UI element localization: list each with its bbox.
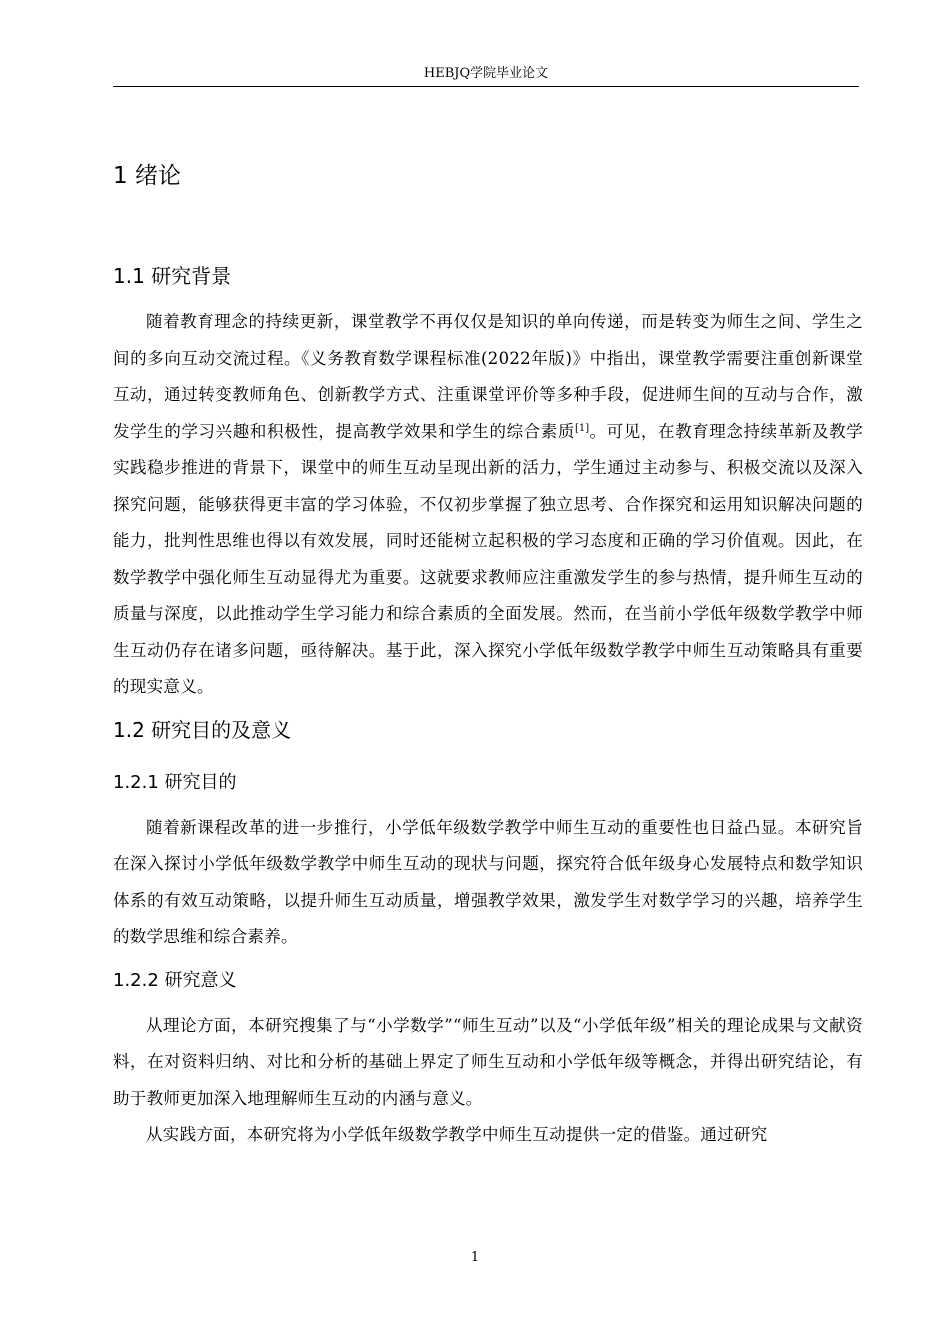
running-header: HEBJQ学院毕业论文	[423, 66, 549, 81]
section-heading-1-2: 1.2 研究目的及意义	[113, 717, 292, 742]
paragraph-background-text-2: 。可见，在教育理念持续革新及教学实践稳步推进的背景下，课堂中的师生互动呈现出新的活力，学生通过主动参与、积极交流以及深入探究问题，能够获得更丰富的学习体验，不仅初步掌握了独立思考、合作探究和运用知识解决问题的能力，批判性思维也得以有效发展，同时还能树立起积极的学习态度和正确的学习价值观。因此，在数学教学中强化师生互动显得尤为重要。这就要求教师应注重激发学生的参与热情，提升师生互动的质量与深度，以此推动学生学习能力和综合素质的全面发展。然而，在当前小学低年级数学教学中师生互动仍存在诸多问题，亟待解决。基于此，深入探究小学低年级数学教学中师生互动策略具有重要的现实意义。	[113, 421, 863, 696]
chapter-title: 1 绪论	[113, 163, 181, 189]
page-number: 1	[470, 1250, 480, 1265]
header-rule	[113, 86, 859, 87]
paragraph-background	[113, 304, 863, 706]
paragraph-significance-theory: 从理论方面，本研究搜集了与“小学数学”“师生互动”以及“小学低年级”相关的理论成果与文献资料，在对资料归纳、对比和分析的基础上界定了师生互动和小学低年级等概念，并得出研究结论，有助于教师更加深入地理解师生互动的内涵与意义。	[113, 1015, 863, 1108]
section-heading-1-1: 1.1 研究背景	[113, 264, 232, 288]
paragraph-background-text-1: 随着教育理念的持续更新，课堂教学不再仅仅是知识的单向传递，而是转变为师生之间、学生之间的多向互动交流过程。《义务教育数学课程标准(2022年版)》中指出，课堂教学需要注重创新课堂互动，通过转变教师角色、创新教学方式、注重课堂评价等多种手段，促进师生间的互动与合作，激发学生的学习兴趣和积极性，提高教学效果和学生的综合素质	[113, 312, 863, 441]
subsection-heading-1-2-1: 1.2.1 研究目的	[113, 771, 237, 793]
citation-marker: [1]	[575, 422, 590, 434]
paragraph-purpose: 随着新课程改革的进一步推行，小学低年级数学教学中师生互动的重要性也日益凸显。本研究旨在深入探讨小学低年级数学教学中师生互动的现状与问题，探究符合低年级身心发展特点和数学知识体系的有效互动策略，以提升师生互动质量，增强教学效果，激发学生对数学学习的兴趣，培养学生的数学思维和综合素养。	[113, 817, 863, 946]
subsection-heading-1-2-2: 1.2.2 研究意义	[113, 969, 237, 991]
page-body	[113, 150, 863, 1154]
paragraph-significance-practice: 从实践方面，本研究将为小学低年级数学教学中师生互动提供一定的借鉴。通过研究	[146, 1125, 768, 1144]
